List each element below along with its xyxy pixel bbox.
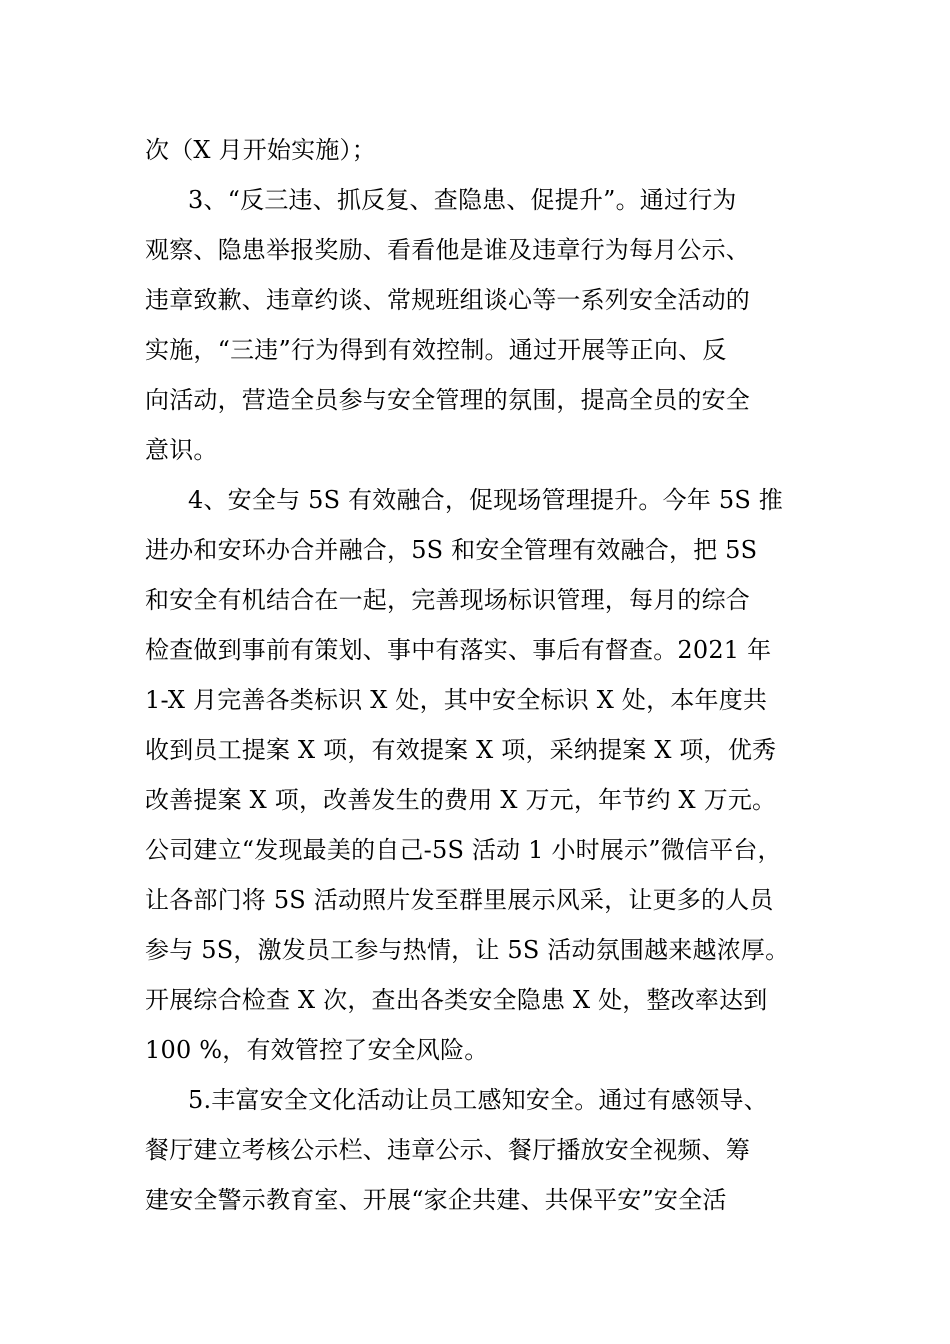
text-line: 参与 5S，激发员工参与热情，让 5S 活动氛围越来越浓厚。 [145,936,790,964]
text-line: 观察、隐患举报奖励、看看他是谁及违章行为每月公示、 [145,236,750,264]
paragraph-3-start: 3、“反三违、抓反复、查隐患、促提升”。通过行为 [188,186,737,214]
text-line: 和安全有机结合在一起，完善现场标识管理，每月的综合 [145,586,750,614]
text-line: 建安全警示教育室、开展“家企共建、共保平安”安全活 [145,1186,727,1214]
paragraph-5-start: 5.丰富安全文化活动让员工感知安全。通过有感领导、 [188,1086,768,1114]
text-line: 餐厅建立考核公示栏、违章公示、餐厅播放安全视频、筹 [145,1136,750,1164]
text-line: 违章致歉、违章约谈、常规班组谈心等一系列安全活动的 [145,286,750,314]
paragraph-4-start: 4、安全与 5S 有效融合，促现场管理提升。今年 5S 推 [188,486,784,514]
text-line: 向活动，营造全员参与安全管理的氛围，提高全员的安全 [145,386,750,414]
text-line: 收到员工提案 X 项，有效提案 X 项，采纳提案 X 项，优秀 [145,736,777,764]
text-line: 让各部门将 5S 活动照片发至群里展示风采，让更多的人员 [145,886,774,914]
text-line: 1-X 月完善各类标识 X 处，其中安全标识 X 处，本年度共 [145,686,768,714]
text-line: 次（X 月开始实施）； [145,136,376,164]
text-line: 开展综合检查 X 次，查出各类安全隐患 X 处，整改率达到 [145,986,768,1014]
text-line: 公司建立“发现最美的自己-5S 活动 1 小时展示”微信平台， [145,836,782,864]
text-line: 意识。 [145,436,218,464]
text-line: 进办和安环办合并融合，5S 和安全管理有效融合，把 5S [145,536,758,564]
text-line: 检查做到事前有策划、事中有落实、事后有督查。2021 年 [145,636,772,664]
text-line: 实施，“三违”行为得到有效控制。通过开展等正向、反 [145,336,727,364]
text-line: 改善提案 X 项，改善发生的费用 X 万元，年节约 X 万元。 [145,786,777,814]
text-line: 100 %，有效管控了安全风险。 [145,1036,489,1064]
